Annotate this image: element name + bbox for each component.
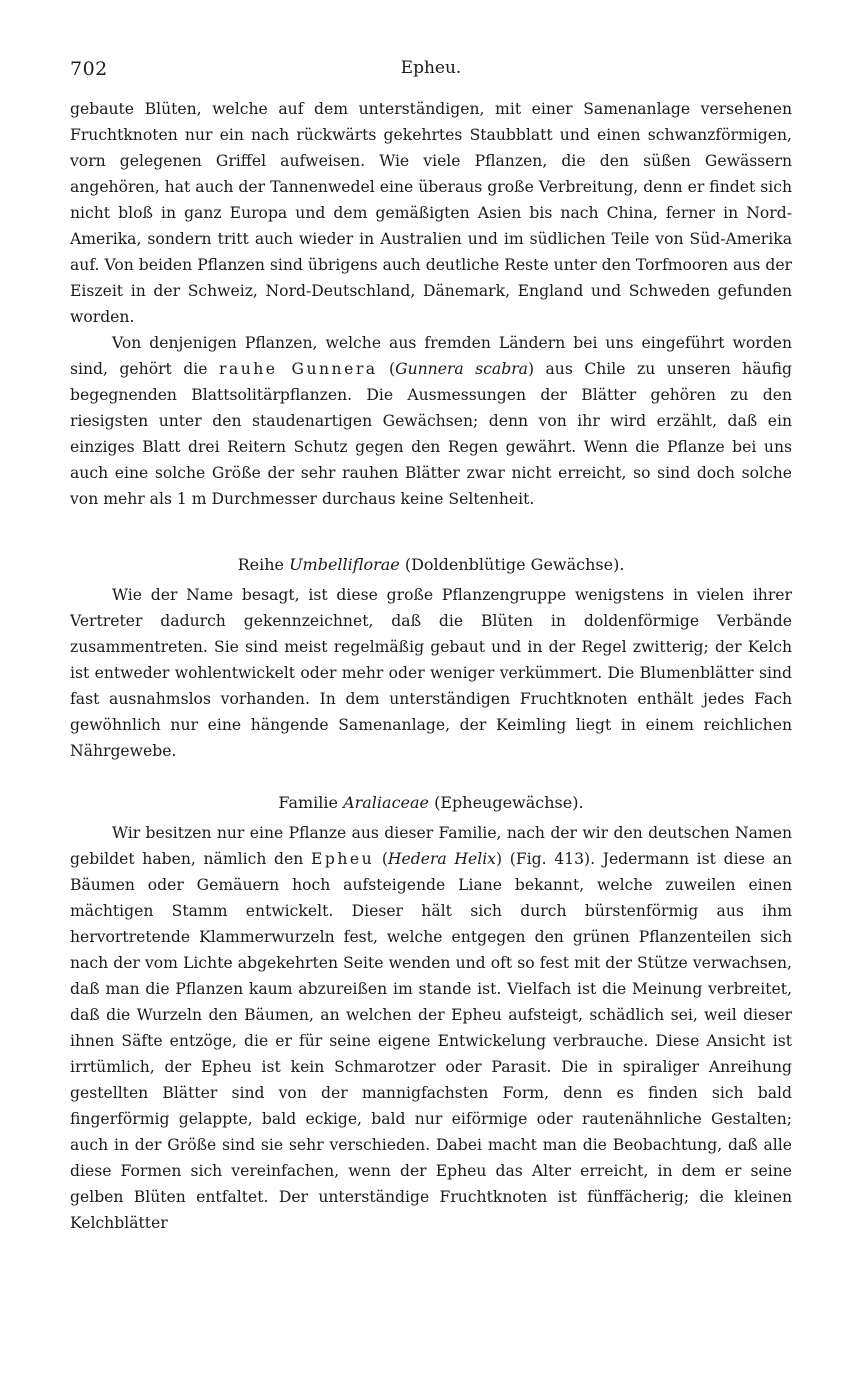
section-latin-name: Umbelliflorae <box>289 555 400 574</box>
section-prefix: Reihe <box>237 555 290 574</box>
paragraph-gunnera-text-end: ) aus Chile zu unseren häufig begegnenden Blattsolitärpflanzen. Die Ausmessungen der Blätter gehören zu den riesigsten unter den staudenartigen Gewächsen; denn von ihr wird erzählt, daß ein einziges Blatt drei Reitern Schutz gegen den Regen gewährt. Wenn die Pflanze bei uns auch eine solche Größe der sehr rauhen Blätter zwar nicht erreicht, so sind doch solche von mehr als 1 m Durchmesser durchaus keine Seltenheit. <box>70 360 792 508</box>
common-name-rauhe-gunnera: rauhe Gunnera <box>218 360 378 378</box>
section-suffix: (Doldenblütige Gewächse). <box>399 555 625 574</box>
section-suffix: (Epheugewächse). <box>429 793 584 812</box>
section-latin-name: Araliaceae <box>343 793 430 812</box>
page <box>70 58 792 1236</box>
latin-name-hedera-helix: Hedera Helix <box>387 850 496 868</box>
running-head: Epheu. <box>400 58 462 78</box>
section-heading-umbelliflorae <box>70 552 792 578</box>
paragraph-tannenwedel-continued: gebaute Blüten, welche auf dem unterständigen, mit einer Samenanlage versehenen Fruchtknoten nur ein nach rückwärts gekehrtes Staubblatt und einen schwanzförmigen, vorn gelegenen Griffel aufweisen. Wie viele Pflanzen, die den süßen Gewässern angehören, hat auch der Tannenwedel eine überaus große Verbreitung, denn er findet sich nicht bloß in ganz Europa und dem gemäßigten Asien bis nach China, ferner in Nord-Amerika, sondern tritt auch wieder in Australien und im südlichen Teile von Süd-Amerika auf. Von beiden Pflanzen sind übrigens auch deutliche Reste unter den Torfmooren aus der Eiszeit in der Schweiz, Nord-Deutschland, Dänemark, England und Schweden gefunden worden. <box>70 100 792 326</box>
paren-open: ( <box>374 850 388 868</box>
paragraph-umbelliflorae: Wie der Name besagt, ist diese große Pflanzengruppe wenigstens in vielen ihrer Vertreter dadurch gekennzeichnet, daß die Blüten in doldenförmige Verbände zusammentreten. Sie sind meist regelmäßig gebaut und in der Regel zwitterig; der Kelch ist entweder wohlentwickelt oder mehr oder weniger verkümmert. Die Blumenblätter sind fast ausnahmslos vorhanden. In dem unterständigen Fruchtknoten enthält jedes Fach gewöhnlich nur eine hängende Samenanlage, der Keimling liegt in einem reichlichen Nährgewebe. <box>70 586 792 760</box>
paragraph-epheu-text-start: Wir besitzen nur eine Pflanze aus dieser Familie, nach der wir den deutschen Namen gebildet haben, nämlich den <box>70 824 792 868</box>
page-number: 702 <box>70 58 108 80</box>
paragraph-epheu <box>70 820 792 1236</box>
paragraph-gunnera-text-start: Von denjenigen Pflanzen, welche aus fremden Ländern bei uns eingeführt worden sind, gehört die <box>70 334 792 378</box>
section-heading-araliaceae <box>70 790 792 816</box>
page-header <box>70 58 792 92</box>
paragraph-gunnera <box>70 330 792 512</box>
latin-name-gunnera-scabra: Gunnera scabra <box>395 360 528 378</box>
common-name-epheu: Epheu <box>310 850 375 868</box>
paren-open: ( <box>377 360 396 378</box>
paragraph-epheu-text-end: ) (Fig. 413). Jedermann ist diese an Bäumen oder Gemäuern hoch aufsteigende Liane bekannt, welche zuweilen einen mächtigen Stamm entwickelt. Dieser hält sich durch bürstenförmig aus ihm hervortretende Klammerwurzeln fest, welche entgegen den grünen Pflanzenteilen sich nach der vom Lichte abgekehrten Seite wenden und oft so fest mit der Stütze verwachsen, daß man die Pflanzen kaum abzureißen im stande ist. Vielfach ist die Meinung verbreitet, daß die Wurzeln den Bäumen, an welchen der Epheu aufsteigt, schädlich sei, weil dieser ihnen Säfte entzöge, die er für seine eigene Entwickelung verbrauche. Diese Ansicht ist irrtümlich, der Epheu ist kein Schmarotzer oder Parasit. Die in spiraliger Anreihung gestellten Blätter sind von der mannigfachsten Form, denn es finden sich bald fingerförmig gelappte, bald eckige, bald nur eiförmige oder rautenähnliche Gestalten; auch in der Größe sind sie sehr verschieden. Dabei macht man die Beobachtung, daß alle diese Formen sich vereinfachen, wenn der Epheu das Alter erreicht, in dem er seine gelben Blüten entfaltet. Der unterständige Fruchtknoten ist fünffächerig; die kleinen Kelchblätter <box>70 850 793 1232</box>
section-prefix: Familie <box>278 793 344 812</box>
